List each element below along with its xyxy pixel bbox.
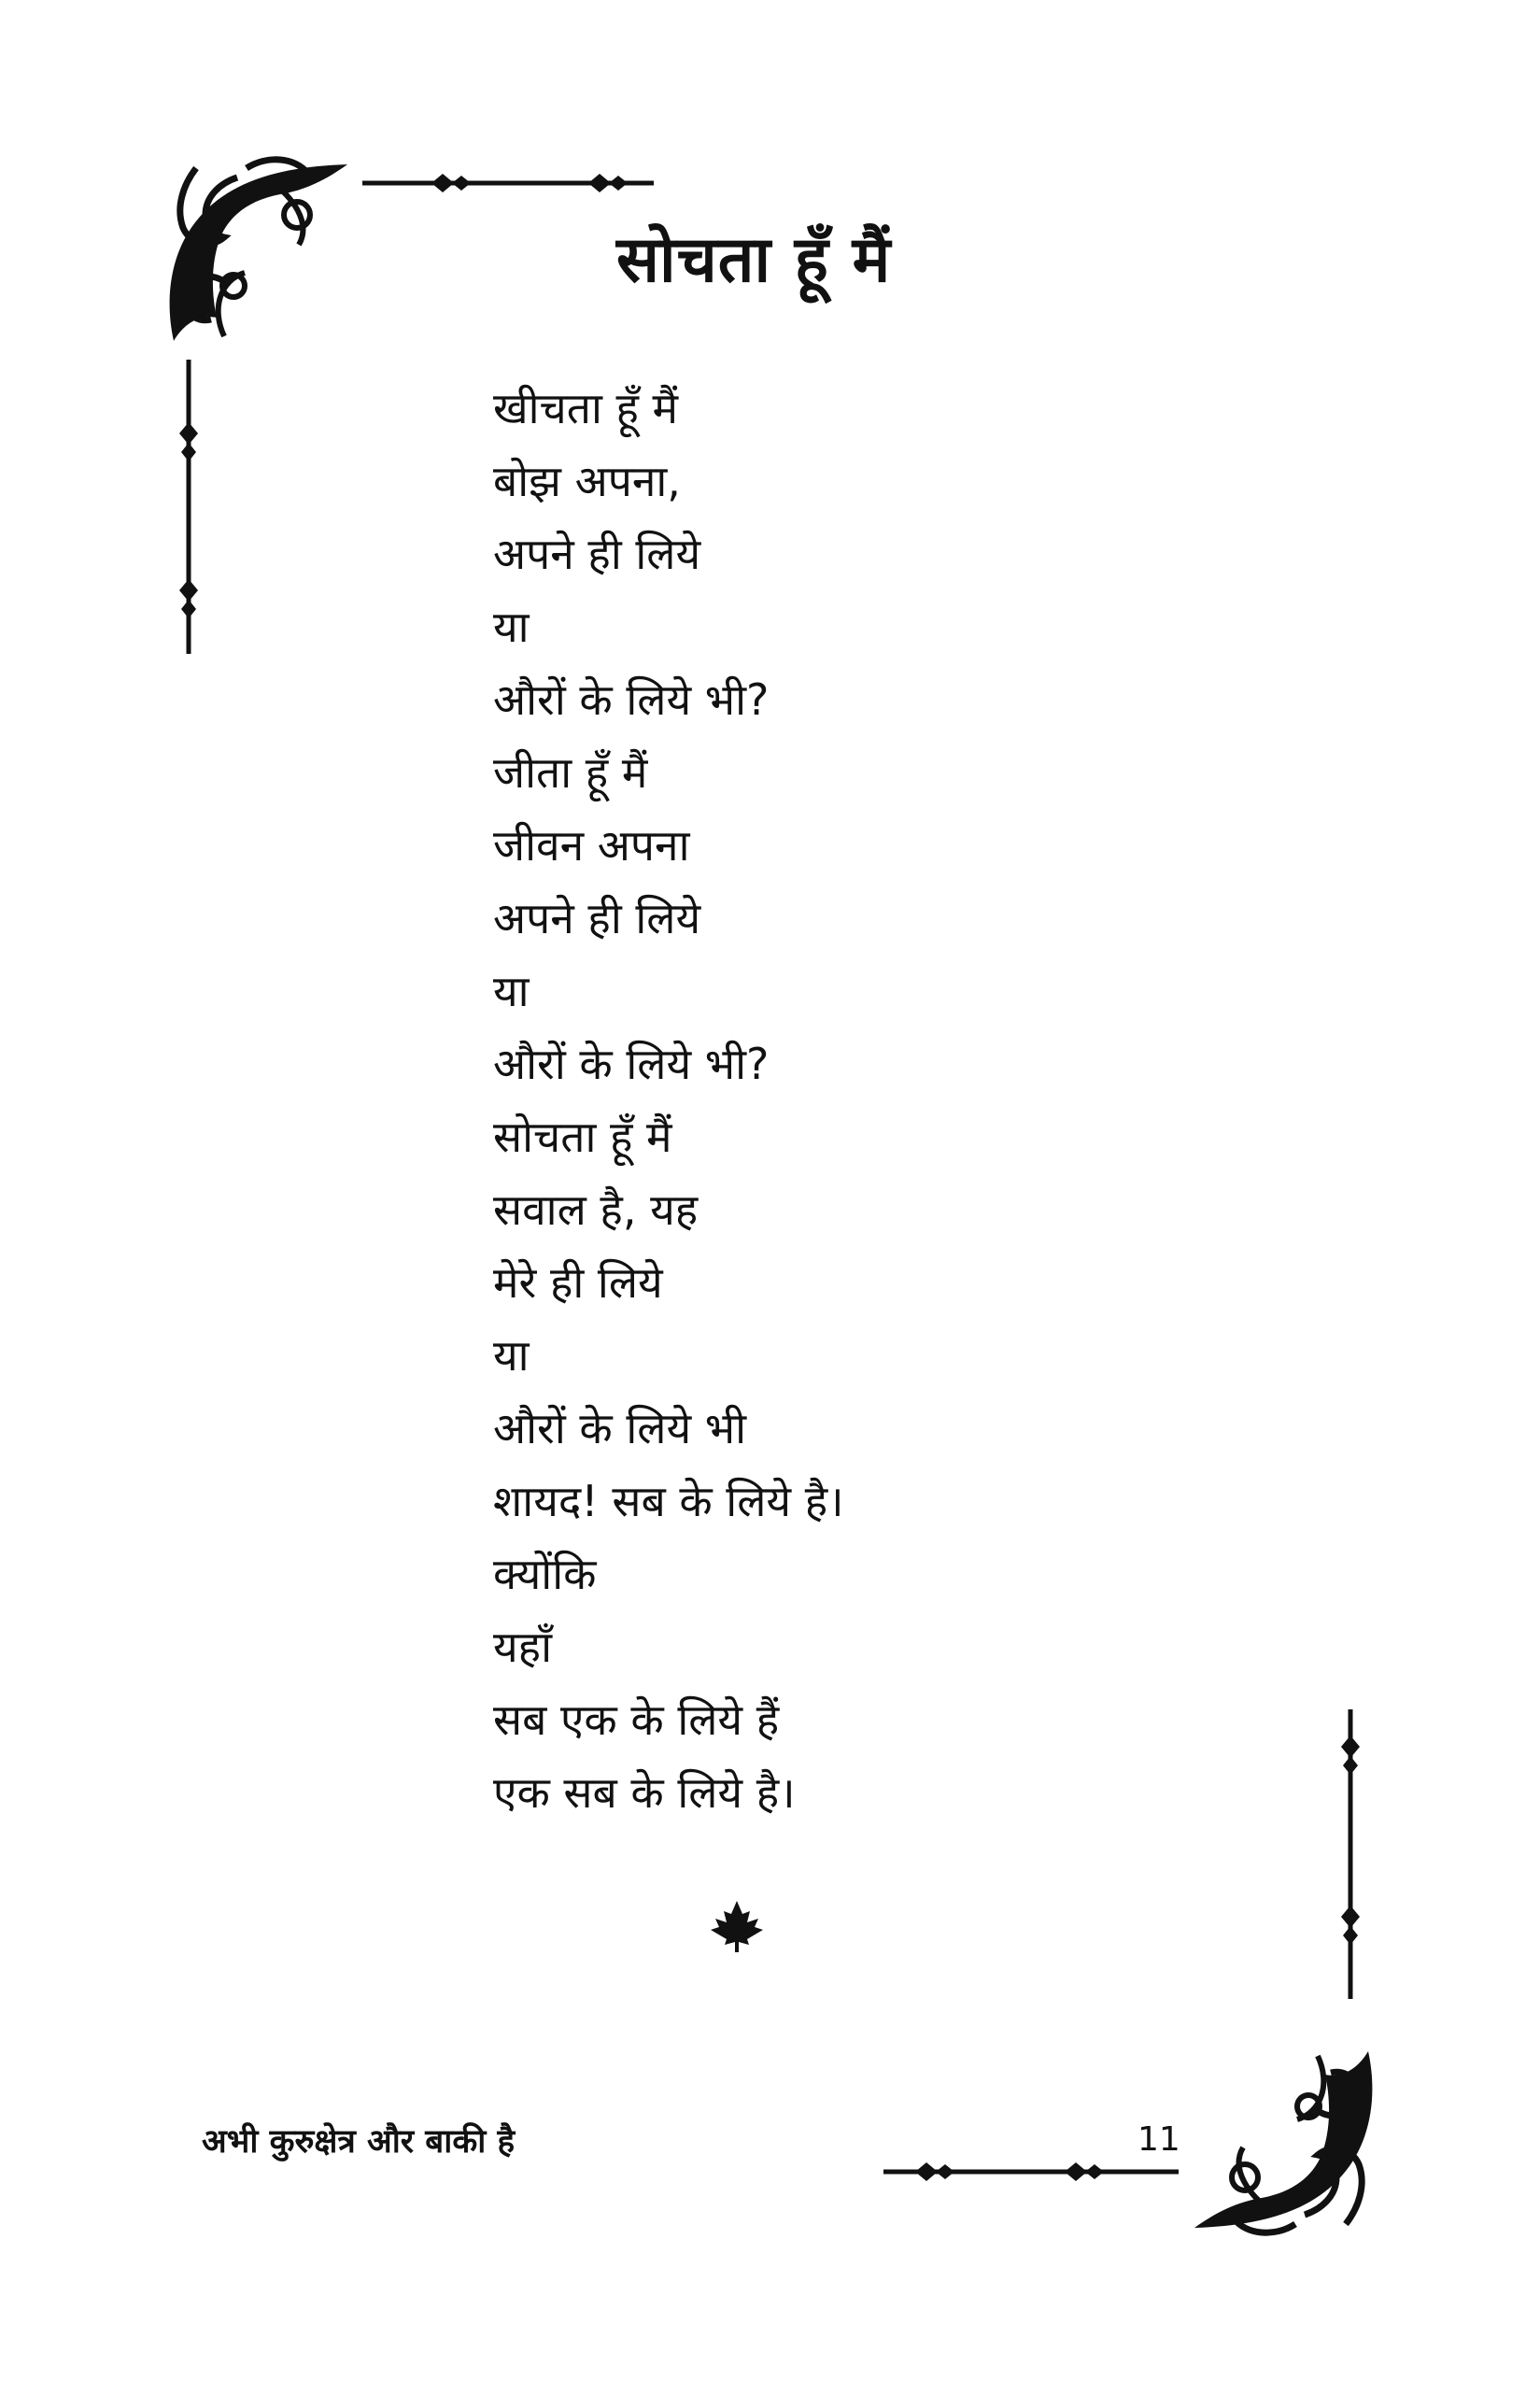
poem-line: बोझ अपना, bbox=[493, 456, 681, 506]
poem-line: या bbox=[493, 602, 530, 652]
poem-line: औरों के लिये भी bbox=[493, 1403, 747, 1453]
poem-line: औरों के लिये भी? bbox=[493, 1039, 770, 1089]
poem-line: जीवन अपना bbox=[493, 820, 690, 871]
poem-line: अपने ही लिये bbox=[493, 529, 701, 579]
poem-body bbox=[493, 372, 844, 1829]
poem-line: क्योंकि bbox=[493, 1549, 597, 1599]
footer-book-title: अभी कुरुक्षेत्र और बाकी है bbox=[202, 2123, 516, 2161]
poem-line: या bbox=[493, 1330, 530, 1381]
poem-line: जीता हूँ मैं bbox=[493, 747, 648, 798]
poem-line: अपने ही लिये bbox=[493, 893, 701, 943]
poem-line: सब एक के लिये हैं bbox=[493, 1694, 780, 1745]
poem-line: औरों के लिये भी? bbox=[493, 674, 770, 725]
poem-line: सोचता हूँ मैं bbox=[493, 1112, 672, 1162]
poem-title: सोचता हूँ मैं bbox=[616, 223, 892, 297]
poem-line: खीचता हूँ मैं bbox=[493, 383, 679, 433]
poem-line: या bbox=[493, 966, 530, 1016]
poem-line: शायद! सब के लिये है। bbox=[493, 1476, 844, 1526]
page-number: 11 bbox=[1137, 2120, 1180, 2159]
poem-line: एक सब के लिये है। bbox=[493, 1767, 796, 1818]
poem-line: मेरे ही लिये bbox=[493, 1257, 663, 1308]
poem-line: यहाँ bbox=[493, 1622, 553, 1672]
poem-line: सवाल है, यह bbox=[493, 1184, 699, 1235]
